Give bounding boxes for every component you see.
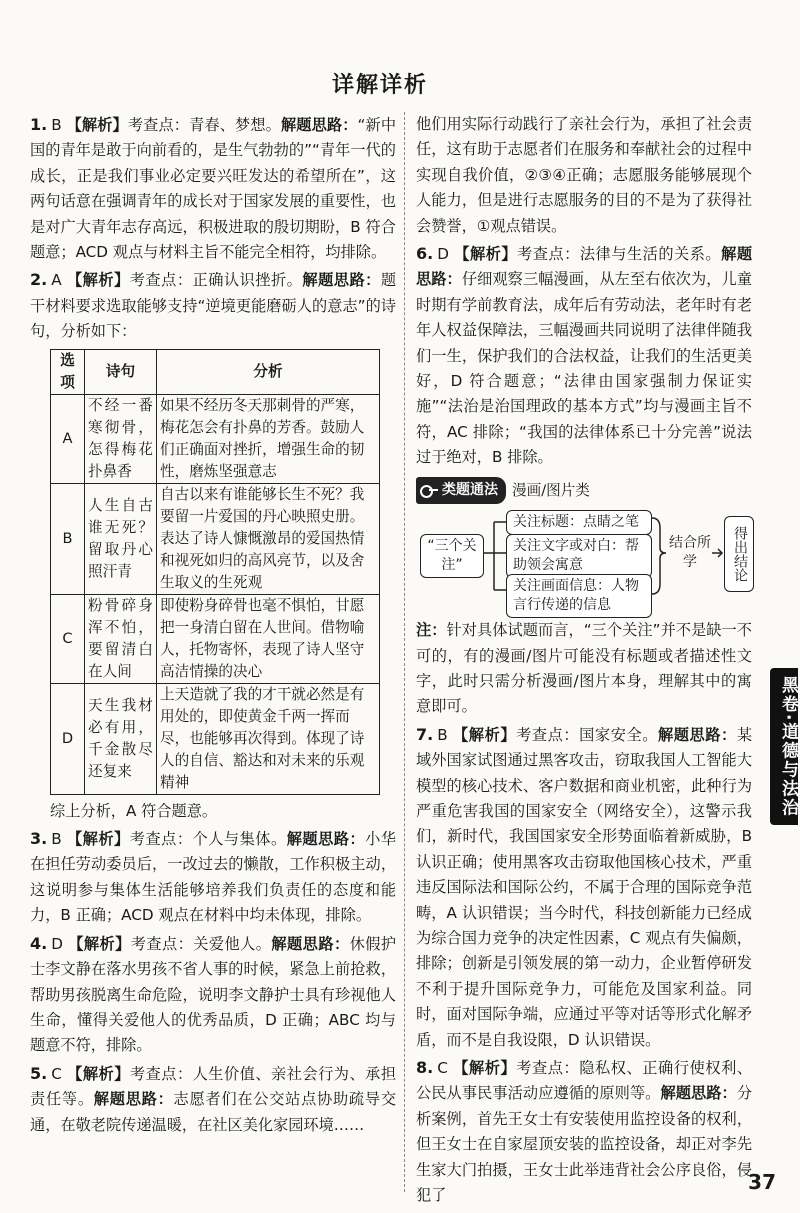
method-subtitle: 漫画/图片类 bbox=[512, 481, 590, 499]
exam-point: 考查点：正确认识挫折。 bbox=[129, 271, 303, 290]
answer-8 bbox=[416, 1055, 752, 1208]
answer-text: 小华在担任劳动委员后，一改过去的懒散，工作积极主动，这说明参与集体生活能够培养我们负责任的态度和能力，B 正确；ACD 观点在材料中均未体现，排除。 bbox=[30, 830, 397, 925]
question-number: 4. bbox=[30, 933, 48, 953]
answer-5 bbox=[30, 1061, 396, 1138]
answer-letter: C bbox=[437, 1059, 448, 1077]
note-text: 针对具体试题而言，“三个关注”并不是缺一不可的，有的漫画/图片可能没有标题或者描述性文字，此时只需分析漫画/图片本身，理解其中的寓意即可。 bbox=[416, 621, 752, 716]
analysis-tag: 【解析】 bbox=[66, 271, 130, 290]
analysis-table bbox=[50, 349, 380, 795]
table-cell-option: C bbox=[51, 594, 85, 683]
analysis-tag: 【解析】 bbox=[68, 934, 131, 953]
question-number: 1. bbox=[30, 115, 48, 134]
exam-point: 考查点：个人与集体。 bbox=[129, 830, 287, 849]
answer-letter: B bbox=[437, 725, 448, 744]
left-column bbox=[30, 112, 396, 1140]
answer-letter: A bbox=[51, 271, 62, 290]
table-cell-analysis: 上天造就了我的才干就必然是有用处的，即使黄金千两一挥而尽，也能够再次得到。体现了诗人的自信、豁达和对未来的乐观精神 bbox=[157, 683, 380, 794]
method-note bbox=[416, 618, 752, 720]
table-cell-analysis: 如果不经历冬天那刺骨的严寒，梅花怎会有扑鼻的芳香。鼓励人们正确面对挫折，增强生命的韧性，磨炼坚强意志 bbox=[157, 394, 380, 483]
thinking-label: 解题思路： bbox=[93, 1090, 174, 1109]
answer-letter: B bbox=[51, 830, 62, 849]
answer-text: 题干材料要求选取能够支持“逆境更能磨砺人的意志”的诗句，分析如下： bbox=[30, 271, 397, 341]
answer-text: 分析案例，首先王女士有安装使用监控设备的权利，但王女士在自家屋顶安装的监控设备，却正对李先生家大门拍摄，王女士此举违背社会公序良俗，侵犯了 bbox=[416, 1084, 753, 1205]
answer-text: 仔细观察三幅漫画，从左至右依次为，儿童时期有学前教育法，成年后有劳动法，老年时有老年人权益保障法，三幅漫画共同说明了法律伴随我们一生，保护我们的合法权益，让我们的生活更美好，D 符合题意；“法律由国家强制力保证实施”“法治是治国理政的基本方式”均与漫画主旨不符，AC 排除；“我国的法律体系已十分完善”说法过于绝对，B 排除。 bbox=[416, 270, 753, 467]
answer-3 bbox=[30, 826, 396, 929]
answer-text: 某域外国家试图通过黑客攻击，窃取我国人工智能大模型的核心技术、客户数据和商业机密，此种行为严重危害我国的国家安全（网络安全），这警示我们，新时代，我国国家安全形势面临着新威胁，B 认识正确；使用黑客攻击窃取他国核心技术，严重违反国际法和国际公约，不属于合理的国际竞争范畴，A 认识错误；当今时代，科技创新能力已经成为综合国力竞争的决定性因素，C 观点有失偏颇，排除；创新是引领发展的第一动力，企业暂停研发不利于提升国际竞争力，可能危及国家利益。同时，面对国际争端，应通过平等对话等形式化解矛盾，而不是自我设限，D 认识错误。 bbox=[416, 725, 753, 1049]
key-icon bbox=[420, 483, 438, 497]
exam-point: 考查点：人生价值、亲社会行为、承担责任等。 bbox=[30, 1064, 397, 1109]
table-cell-poem: 粉骨碎身浑不怕，要留清白在人间 bbox=[85, 594, 157, 683]
table-header: 分析 bbox=[157, 349, 380, 394]
thinking-label: 解题思路： bbox=[660, 1084, 737, 1103]
answer-1 bbox=[30, 112, 396, 265]
analysis-tag: 【解析】 bbox=[66, 116, 128, 134]
question-number: 8. bbox=[416, 1058, 434, 1077]
table-cell-option: B bbox=[51, 483, 85, 594]
answer-letter: D bbox=[51, 934, 63, 953]
table-cell-poem: 不经一番寒彻骨，怎得梅花扑鼻香 bbox=[85, 394, 157, 483]
focus-text-box: 关注文字或对白：帮助领会寓意 bbox=[506, 534, 652, 578]
question-number: 5. bbox=[30, 1063, 48, 1083]
focus-image-box: 关注画面信息：人物言行传递的信息 bbox=[506, 574, 652, 618]
question-number: 6. bbox=[416, 244, 434, 264]
table-row bbox=[51, 594, 380, 683]
method-tag bbox=[416, 477, 506, 504]
answer-7 bbox=[416, 722, 752, 1053]
answer-letter: B bbox=[51, 116, 62, 134]
question-number: 7. bbox=[416, 724, 434, 744]
analysis-tag: 【解析】 bbox=[66, 830, 130, 849]
analysis-tag: 【解析】 bbox=[454, 245, 518, 264]
answer-5-continued: 他们用实际行动践行了亲社会行为，承担了社会责任，这有助于志愿者们在服务和奉献社会的过程中实现自我价值，②③④正确；志愿服务能够展现个人能力，但是进行志愿服务的目的不是为了获得社会赞誉，①观点错误。 bbox=[416, 115, 752, 235]
table-header-row bbox=[51, 349, 380, 394]
exam-point: 考查点：法律与生活的关系。 bbox=[517, 245, 722, 264]
question-number: 2. bbox=[30, 270, 48, 290]
analysis-tag: 【解析】 bbox=[453, 1059, 517, 1077]
method-header bbox=[416, 477, 752, 504]
thinking-label: 解题思路： bbox=[416, 245, 753, 289]
thinking-label: 解题思路： bbox=[658, 725, 737, 744]
method-tag-label: 类题通法 bbox=[442, 481, 498, 498]
page-number: 37 bbox=[748, 1170, 776, 1194]
exam-point: 考查点：关爱他人。 bbox=[130, 934, 272, 953]
note-label: 注： bbox=[416, 621, 447, 640]
table-cell-poem: 人生自古谁无死？留取丹心照汗青 bbox=[85, 483, 157, 594]
table-cell-analysis: 即使粉身碎骨也毫不惧怕，甘愿把一身清白留在人世间。借物喻人，托物寄怀，表现了诗人坚守高洁情操的决心 bbox=[157, 594, 380, 683]
table-cell-option: A bbox=[51, 394, 85, 483]
answer-text: 休假护士李文静在落水男孩不省人事的时候，紧急上前抢救，帮助男孩脱离生命危险，说明李文静护士具有珍视他人生命，懂得关爱他人的优秀品质，D 正确；ABC 均与题意不符，排除。 bbox=[30, 934, 397, 1055]
thinking-label: 解题思路： bbox=[280, 116, 358, 134]
answer-letter: D bbox=[437, 245, 449, 264]
analysis-tag: 【解析】 bbox=[67, 1064, 130, 1083]
table-cell-option: D bbox=[51, 683, 85, 794]
exam-point: 考查点：隐私权、正确行使权利、公民从事民事活动应遵循的原则等。 bbox=[416, 1059, 753, 1103]
answer-2 bbox=[30, 267, 396, 344]
answer-6 bbox=[416, 241, 752, 471]
answer-letter: C bbox=[51, 1064, 62, 1083]
conclusion-box: 得出结论 bbox=[724, 516, 754, 592]
exam-point: 考查点：国家安全。 bbox=[516, 725, 658, 744]
table-cell-poem: 天生我材必有用，千金散尽还复来 bbox=[85, 683, 157, 794]
answer-text: 志愿者们在公交站点协助疏导交通，在敬老院传递温暖，在社区美化家园环境…… bbox=[30, 1090, 397, 1134]
combine-label: 结合所学 bbox=[669, 535, 711, 571]
page-title: 详解详析 bbox=[331, 73, 428, 98]
three-focus-box: “三个关注” bbox=[420, 534, 484, 578]
answer-text: “新中国的青年是敢于向前看的，是生气勃勃的”“青年一代的成长，正是我们事业必定要兴旺发达的希望所在”，这两句话意在强调青年的成长对于国家发展的重要性，也是对广大青年志存高远，积极进取的殷切期盼，B 符合题意；ACD 观点与材料主旨不能完全相符，均排除。 bbox=[30, 116, 397, 262]
table-conclusion: 综上分析，A 符合题意。 bbox=[50, 801, 218, 820]
answer-4 bbox=[30, 931, 396, 1059]
exam-point: 考查点：青春、梦想。 bbox=[127, 116, 281, 134]
thinking-label: 解题思路： bbox=[286, 830, 366, 849]
table-row bbox=[51, 483, 380, 594]
table-header: 选项 bbox=[51, 349, 85, 394]
table-header: 诗句 bbox=[85, 349, 157, 394]
thinking-label: 解题思路： bbox=[271, 934, 350, 953]
analysis-tag: 【解析】 bbox=[453, 725, 517, 744]
focus-title-box: 关注标题：点睛之笔 bbox=[506, 510, 652, 535]
table-cell-analysis: 自古以来有谁能够长生不死？我要留一片爱国的丹心映照史册。表达了诗人慷慨激昂的爱国热情和视死如归的高风亮节，以及舍生取义的生死观 bbox=[157, 483, 380, 594]
thinking-label: 解题思路： bbox=[302, 271, 381, 290]
table-row bbox=[51, 394, 380, 483]
column-divider bbox=[404, 112, 405, 1192]
subject-sidebar-tab: 黑卷·道德与法治 bbox=[770, 668, 798, 825]
right-column bbox=[416, 112, 752, 1210]
question-number: 3. bbox=[30, 829, 48, 849]
table-row bbox=[51, 683, 380, 794]
method-diagram bbox=[420, 508, 752, 618]
